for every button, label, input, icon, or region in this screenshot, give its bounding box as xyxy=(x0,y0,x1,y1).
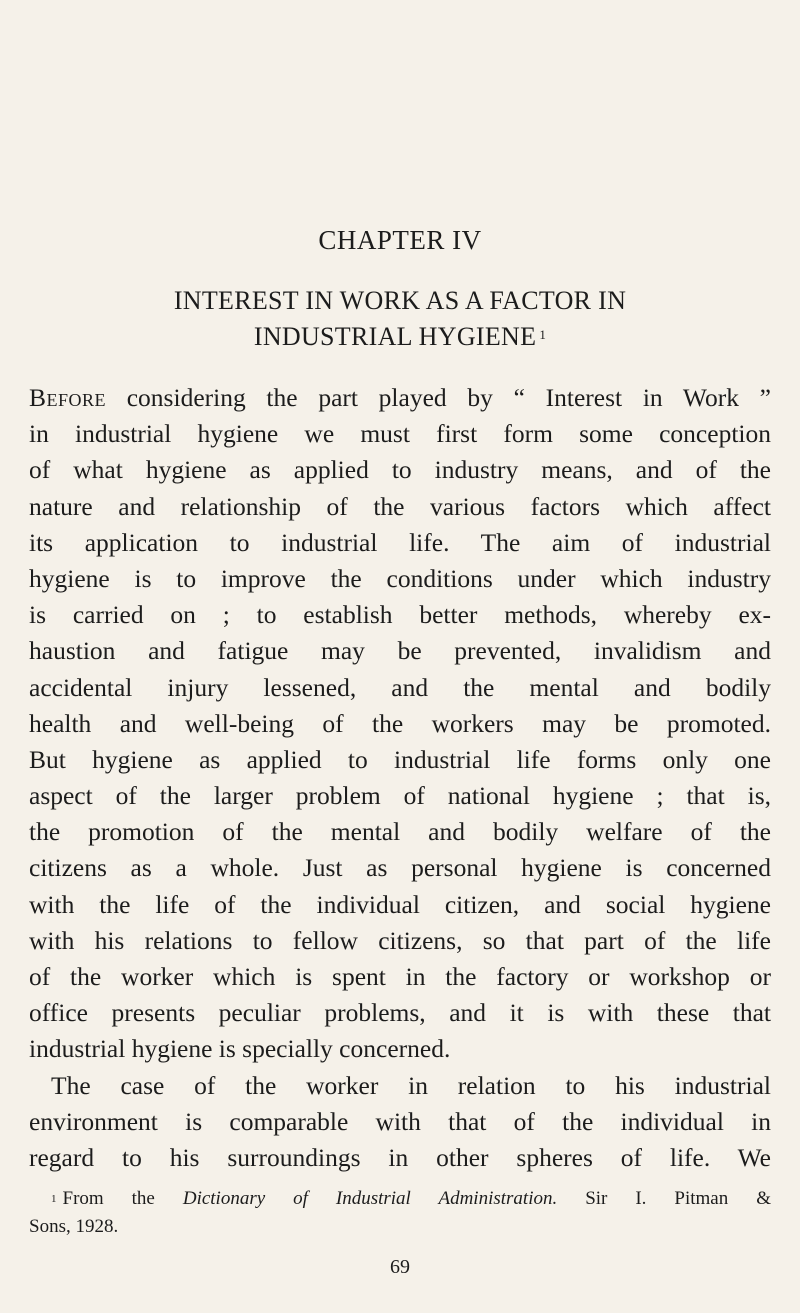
body-line: regard to his surroundings in other spheres of life. We xyxy=(29,1142,771,1172)
body-line: of what hygiene as applied to industry means, and of the xyxy=(29,455,771,485)
body-line: accidental injury lessened, and the mental and bodily xyxy=(29,672,771,702)
body-line: in industrial hygiene we must first form some conception xyxy=(29,419,771,449)
title-footnote-marker: 1 xyxy=(539,327,547,342)
body-line xyxy=(29,380,771,416)
chapter-title xyxy=(60,283,740,355)
body-line: office presents peculiar problems, and it is with these that xyxy=(29,998,771,1028)
chapter-label: CHAPTER IV xyxy=(318,225,482,255)
body-line: the promotion of the mental and bodily welfare of the xyxy=(29,817,771,847)
body-text xyxy=(29,380,771,1176)
chapter-title-line-1: INTEREST IN WORK AS A FACTOR IN xyxy=(173,286,627,315)
body-line: The case of the worker in relation to his industrial xyxy=(51,1070,771,1100)
first-word: Before xyxy=(29,383,107,412)
body-line: with the life of the individual citizen, and social hygiene xyxy=(29,889,771,919)
body-line: haustion and fatigue may be prevented, invalidism and xyxy=(29,636,771,666)
body-line: is carried on ; to establish better methods, whereby ex- xyxy=(29,600,771,630)
body-line: health and well-being of the workers may be promoted. xyxy=(29,708,771,738)
body-line: hygiene is to improve the conditions under which industry xyxy=(29,563,771,593)
footnote xyxy=(29,1185,771,1241)
body-line: nature and relationship of the various factors which affect xyxy=(29,491,771,521)
body-line: its application to industrial life. The aim of industrial xyxy=(29,527,771,557)
footnote-text-before: From the xyxy=(62,1188,183,1209)
chapter-title-line-2 xyxy=(60,319,740,355)
chapter-title-line-2-text: INDUSTRIAL HYGIENE xyxy=(253,322,537,351)
body-line: citizens as a whole. Just as personal hygiene is concerned xyxy=(29,853,771,883)
footnote-marker: 1 xyxy=(51,1193,57,1205)
body-line: environment is comparable with that of the individual in xyxy=(29,1106,771,1136)
body-line: aspect of the larger problem of national hygiene ; that is, xyxy=(29,781,771,811)
body-line: of the worker which is spent in the factory or workshop or xyxy=(29,962,771,991)
body-line: But hygiene as applied to industrial life forms only one xyxy=(29,744,771,774)
body-line: industrial hygiene is specially concerned. xyxy=(29,1034,451,1064)
page-number: 69 xyxy=(390,1256,410,1278)
body-line: with his relations to fellow citizens, so that part of the life xyxy=(29,925,771,955)
footnote-line-1 xyxy=(29,1185,771,1213)
footnote-text-after: Sir I. Pitman & xyxy=(557,1188,771,1209)
body-line-text: considering the part played by “ Interest in Work ” xyxy=(106,383,771,412)
footnote-source-title: Dictionary of Industrial Administration. xyxy=(182,1188,558,1209)
footnote-line-2: Sons, 1928. xyxy=(29,1216,119,1237)
